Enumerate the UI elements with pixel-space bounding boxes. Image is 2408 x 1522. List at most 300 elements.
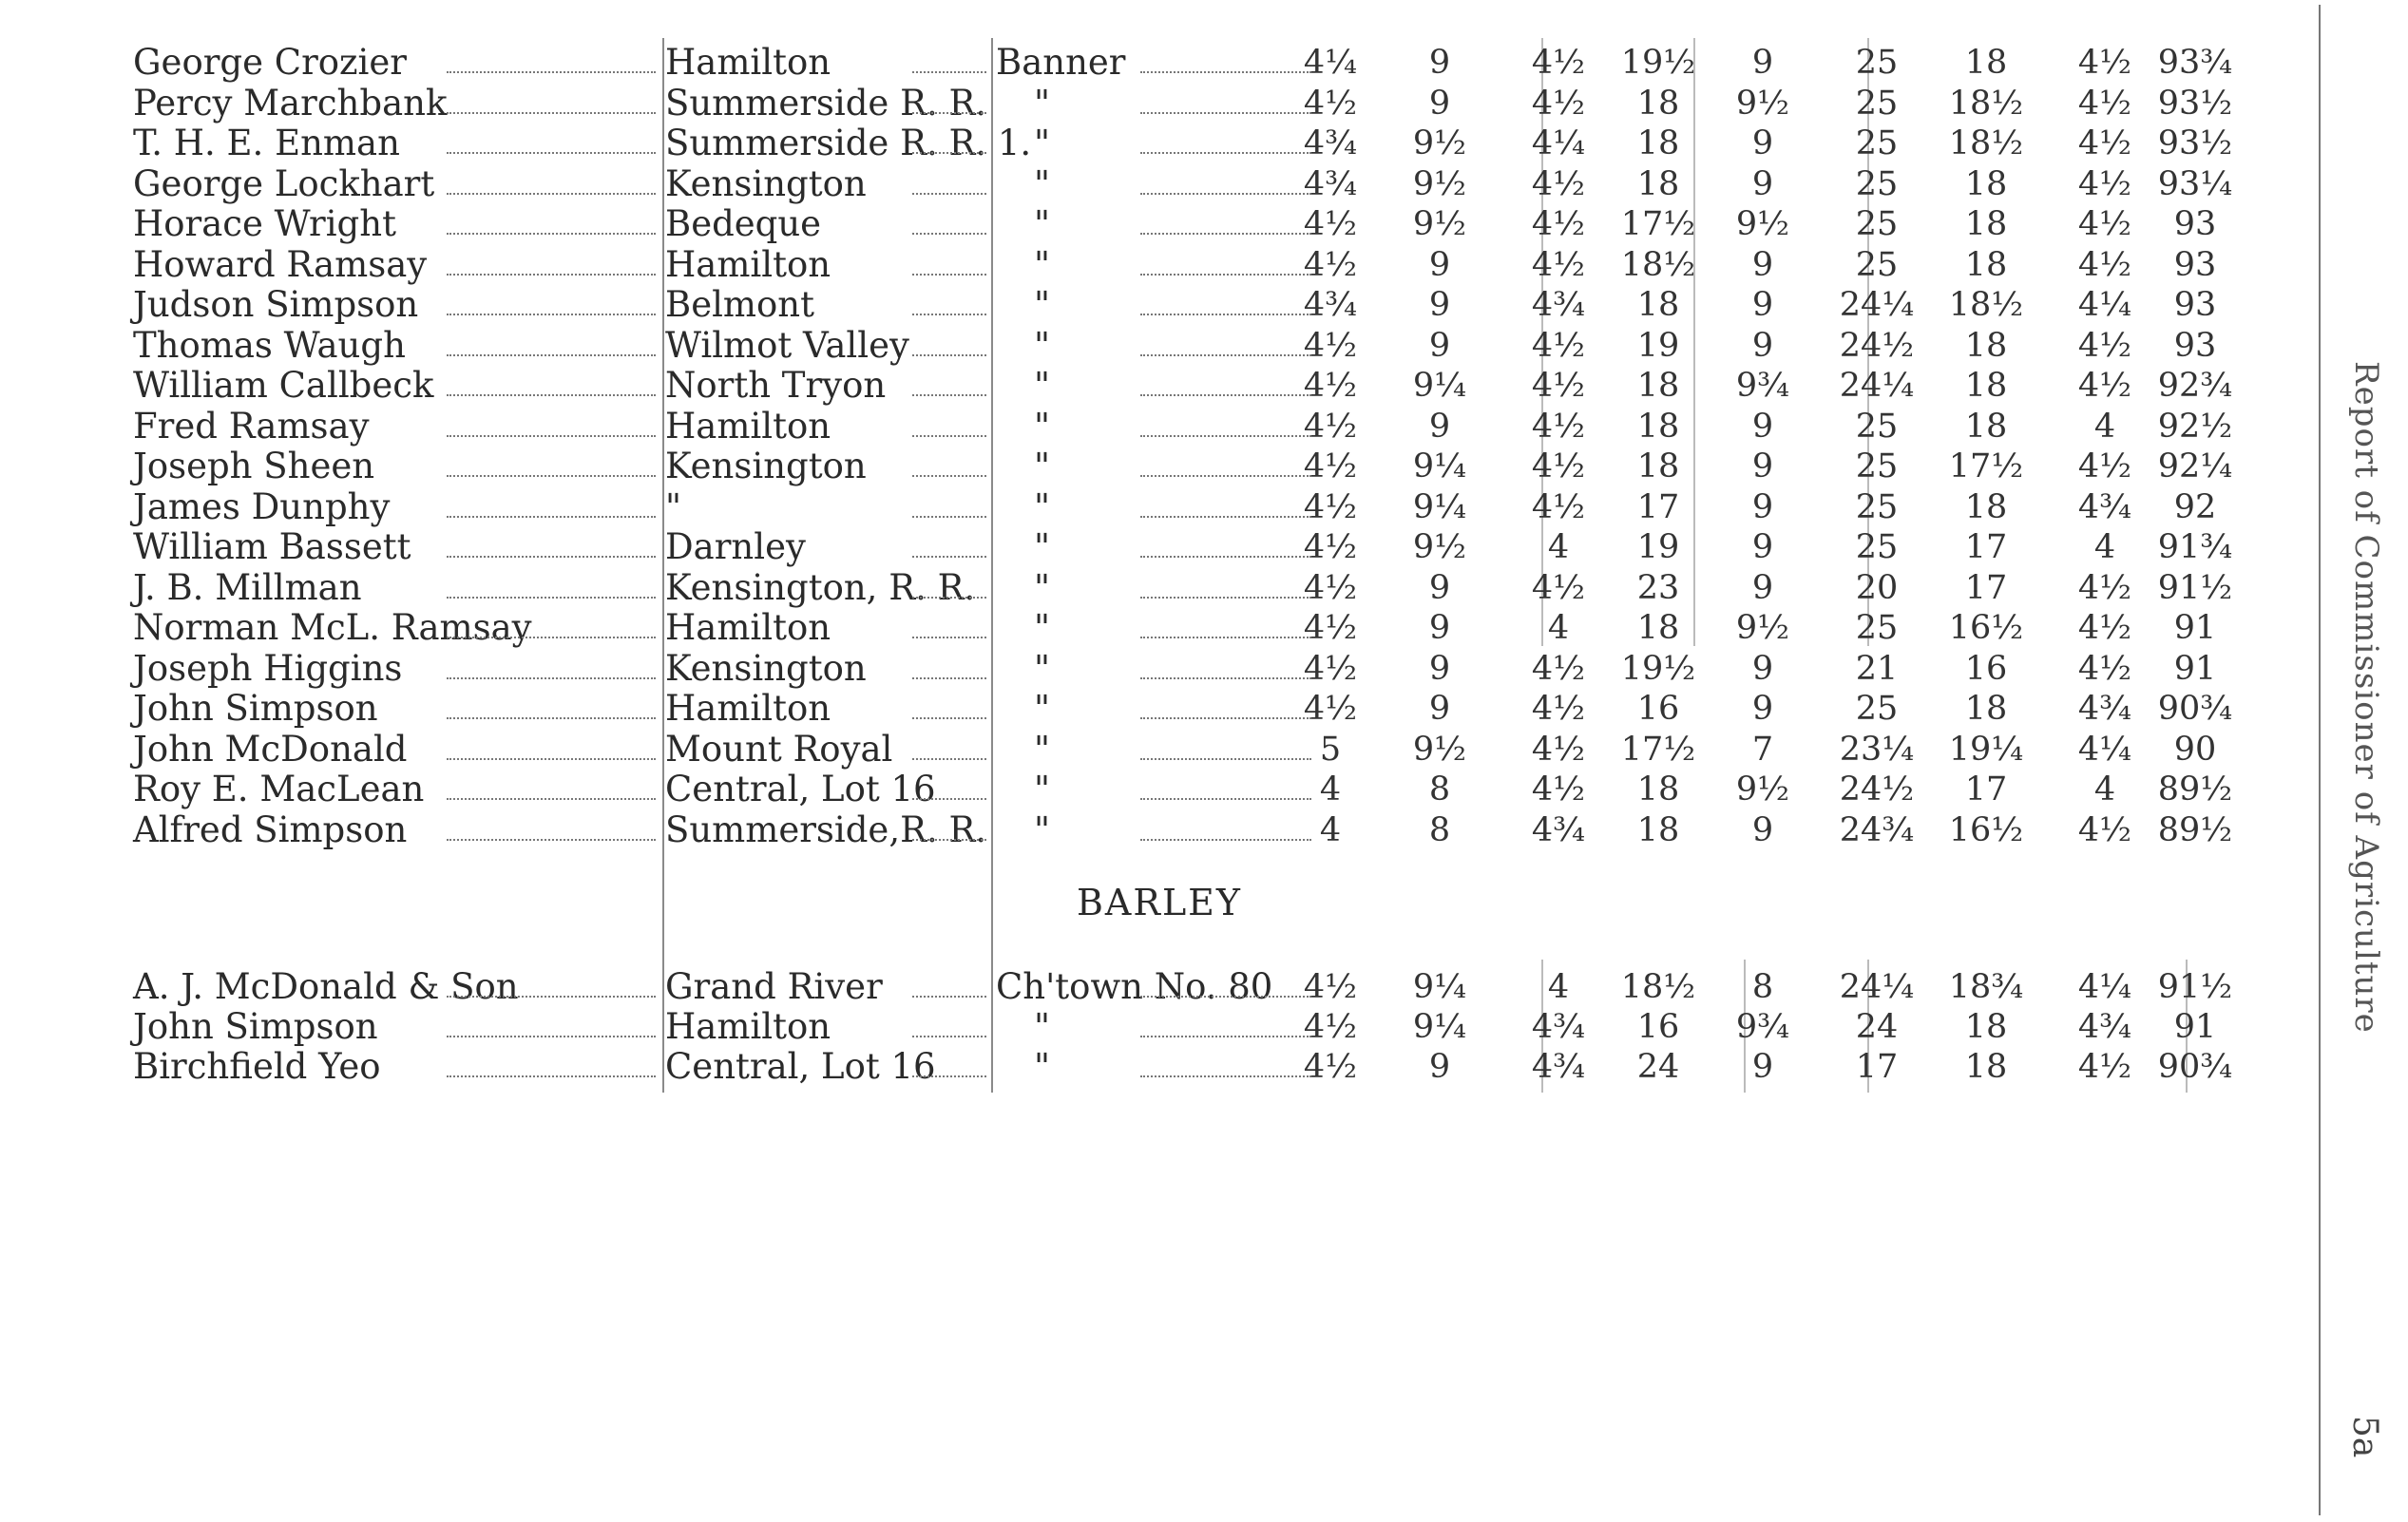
table-row: [0, 568, 2338, 608]
score-cell: 4½: [2077, 44, 2132, 82]
leader-dots: [912, 233, 986, 235]
score-cell: 9: [1751, 164, 1774, 203]
score-cell: 9½: [1412, 164, 1467, 203]
score-cell: 18: [1964, 690, 2008, 728]
score-cell: 24¼: [1839, 968, 1915, 1006]
table-row: [0, 1007, 2338, 1047]
score-cell: 4½: [2077, 205, 2132, 243]
leader-dots: [447, 193, 656, 195]
score-cell: 17½: [1620, 730, 1696, 769]
score-cell: 24¼: [1839, 367, 1915, 405]
leader-dots: [447, 314, 656, 315]
score-cell: 4½: [1303, 447, 1358, 485]
table-row: [0, 245, 2338, 285]
score-cell: 8: [1751, 968, 1774, 1006]
score-cell: 4½: [1531, 568, 1586, 607]
score-cell: 4½: [1531, 690, 1586, 728]
leader-dots: [447, 597, 656, 599]
exhibitor-name: Percy Marchbank: [133, 82, 448, 124]
exhibitor-location: Central, Lot 16: [665, 769, 936, 809]
score-cell: 90¾: [2157, 1048, 2233, 1086]
table-row: [0, 810, 2338, 850]
score-cell: 17: [1964, 771, 2008, 809]
score-cell: 9: [1751, 407, 1774, 446]
score-cell: 9: [1751, 690, 1774, 728]
score-cell: 9¼: [1412, 968, 1467, 1006]
score-cell: 9½: [1735, 205, 1790, 243]
score-cell: 93½: [2157, 84, 2233, 123]
leader-dots: [912, 435, 986, 437]
score-cell: 16: [1964, 649, 2008, 688]
score-cell: 17: [1855, 1048, 1899, 1086]
score-cell: 24: [1636, 1048, 1680, 1086]
score-cell: 4½: [2077, 810, 2132, 849]
variety: Ch'town No. 80: [996, 966, 1273, 1007]
table-row: [0, 770, 2338, 809]
score-cell: 4½: [1303, 649, 1358, 688]
score-cell: 19½: [1620, 44, 1696, 82]
score-cell: 25: [1855, 447, 1899, 485]
exhibitor-location: Wilmot Valley: [665, 324, 909, 366]
score-cell: 4½: [2077, 326, 2132, 365]
running-title: Report of Commissioner of Agriculture: [2347, 361, 2385, 1034]
score-cell: 9¾: [1735, 1008, 1790, 1046]
score-cell: 4½: [2077, 245, 2132, 284]
exhibitor-location: Kensington: [665, 162, 867, 204]
score-cell: 8: [1428, 771, 1451, 809]
exhibitor-location: Mount Royal: [665, 728, 893, 770]
score-cell: 9¼: [1412, 487, 1467, 526]
score-cell: 9: [1751, 44, 1774, 82]
exhibitor-location: Central, Lot 16: [665, 1046, 936, 1087]
score-cell: 4½: [1303, 407, 1358, 446]
variety: ": [1034, 82, 1051, 124]
score-cell: 4½: [1531, 649, 1586, 688]
score-cell: 18½: [1620, 245, 1696, 284]
table-row: [0, 447, 2338, 486]
score-cell: 92: [2173, 487, 2217, 526]
score-cell: 4¾: [2077, 1008, 2132, 1046]
score-cell: 9: [1428, 568, 1451, 607]
score-cell: 92¾: [2157, 367, 2233, 405]
score-cell: 18: [1964, 245, 2008, 284]
score-cell: 24¼: [1839, 286, 1915, 324]
variety: ": [1034, 324, 1051, 366]
exhibitor-name: George Crozier: [133, 42, 407, 83]
score-cell: 91½: [2157, 568, 2233, 607]
exhibitor-name: Joseph Higgins: [133, 647, 403, 689]
score-cell: 18: [1636, 407, 1680, 446]
score-cell: 9: [1751, 286, 1774, 324]
variety: Banner: [996, 42, 1126, 83]
exhibitor-location: Kensington, R. R.: [665, 566, 976, 608]
exhibitor-location: Grand River: [665, 966, 883, 1007]
leader-dots: [447, 112, 656, 114]
score-cell: 9¼: [1412, 447, 1467, 485]
score-cell: 4½: [1531, 771, 1586, 809]
score-cell: 4½: [1531, 245, 1586, 284]
score-cell: 18: [1964, 367, 2008, 405]
score-cell: 19¼: [1948, 730, 2024, 769]
score-cell: 18½: [1948, 84, 2024, 123]
score-cell: 18: [1636, 771, 1680, 809]
score-cell: 17½: [1948, 447, 2024, 485]
score-cell: 18: [1636, 286, 1680, 324]
table-row: [0, 366, 2338, 406]
score-cell: 18: [1964, 44, 2008, 82]
leader-dots: [447, 1075, 656, 1077]
score-cell: 25: [1855, 164, 1899, 203]
variety: ": [1034, 243, 1051, 285]
table-row: [0, 608, 2338, 648]
score-cell: 4¾: [1303, 164, 1358, 203]
exhibitor-name: Joseph Sheen: [133, 446, 375, 486]
score-cell: 19: [1636, 528, 1680, 566]
score-cell: 18½: [1620, 968, 1696, 1006]
score-cell: 4¾: [1531, 810, 1586, 849]
score-cell: 9: [1428, 84, 1451, 123]
page-edge-rule: [2319, 5, 2321, 1515]
score-cell: 4½: [1303, 245, 1358, 284]
score-cell: 18: [1964, 164, 2008, 203]
variety: ": [1034, 1006, 1051, 1047]
leader-dots: [447, 475, 656, 477]
score-cell: 4¾: [1531, 286, 1586, 324]
score-cell: 4: [1547, 528, 1570, 566]
score-cell: 9: [1751, 326, 1774, 365]
score-cell: 18: [1964, 326, 2008, 365]
variety: ": [1034, 284, 1051, 325]
score-cell: 17½: [1620, 205, 1696, 243]
score-cell: 4½: [1303, 326, 1358, 365]
table-row: [0, 84, 2338, 124]
score-cell: 17: [1964, 568, 2008, 607]
score-cell: 4½: [2077, 447, 2132, 485]
score-cell: 9: [1428, 690, 1451, 728]
score-cell: 9: [1428, 286, 1451, 324]
score-cell: 4½: [2077, 164, 2132, 203]
table-row: [0, 1047, 2338, 1087]
score-cell: 18: [1636, 164, 1680, 203]
score-cell: 25: [1855, 487, 1899, 526]
table-row: [0, 285, 2338, 325]
score-cell: 25: [1855, 245, 1899, 284]
score-cell: 9¼: [1412, 1008, 1467, 1046]
exhibitor-location: Hamilton: [665, 405, 831, 447]
leader-dots: [447, 435, 656, 437]
score-cell: 18: [1636, 609, 1680, 647]
score-cell: 9: [1751, 528, 1774, 566]
score-cell: 18: [1636, 447, 1680, 485]
leader-dots: [447, 152, 656, 154]
leader-dots: [447, 233, 656, 235]
score-cell: 4¾: [1303, 124, 1358, 162]
score-cell: 9¼: [1412, 367, 1467, 405]
score-cell: 4¾: [1303, 286, 1358, 324]
score-cell: 4½: [2077, 124, 2132, 162]
table-row: [0, 730, 2338, 770]
score-cell: 9: [1428, 649, 1451, 688]
score-cell: 24½: [1839, 771, 1915, 809]
score-cell: 4¾: [1531, 1008, 1586, 1046]
score-cell: 4½: [1531, 487, 1586, 526]
score-cell: 4¾: [2077, 487, 2132, 526]
score-cell: 23: [1636, 568, 1680, 607]
score-cell: 25: [1855, 44, 1899, 82]
table-row: [0, 649, 2338, 689]
score-cell: 4: [2093, 771, 2116, 809]
table-row: [0, 487, 2338, 527]
score-cell: 9: [1751, 810, 1774, 849]
table-row: [0, 164, 2338, 204]
score-cell: 25: [1855, 528, 1899, 566]
score-cell: 4¼: [1303, 44, 1358, 82]
variety: ": [1034, 203, 1051, 244]
exhibitor-location: North Tryon: [665, 365, 887, 406]
score-cell: 18: [1964, 487, 2008, 526]
score-cell: 16½: [1948, 810, 2024, 849]
score-cell: 9: [1751, 245, 1774, 284]
score-cell: 19: [1636, 326, 1680, 365]
variety: ": [1034, 647, 1051, 689]
score-cell: 18: [1964, 1048, 2008, 1086]
score-cell: 4½: [1531, 730, 1586, 769]
score-cell: 4½: [1303, 367, 1358, 405]
variety: ": [1034, 1046, 1051, 1087]
leader-dots: [912, 597, 986, 599]
score-cell: 25: [1855, 407, 1899, 446]
score-cell: 4½: [1303, 487, 1358, 526]
exhibitor-name: Fred Ramsay: [133, 405, 370, 447]
variety: ": [1034, 607, 1051, 648]
score-cell: 9½: [1412, 730, 1467, 769]
score-cell: 9: [1428, 44, 1451, 82]
table-row: [0, 326, 2338, 366]
score-cell: 91: [2173, 1008, 2217, 1046]
exhibitor-name: Alfred Simpson: [133, 809, 408, 850]
table-row: [0, 527, 2338, 567]
leader-dots: [447, 556, 656, 558]
score-cell: 4½: [1303, 568, 1358, 607]
score-cell: 9¾: [1735, 367, 1790, 405]
variety: ": [1034, 365, 1051, 406]
score-cell: 4: [2093, 528, 2116, 566]
exhibitor-name: J. B. Millman: [133, 566, 362, 608]
exhibitor-location: Hamilton: [665, 1006, 831, 1047]
score-cell: 4: [2093, 407, 2116, 446]
page-number: 5a: [2345, 1416, 2384, 1458]
variety: ": [1034, 809, 1051, 850]
score-cell: 24½: [1839, 326, 1915, 365]
leader-dots: [447, 996, 656, 998]
score-cell: 4: [1319, 771, 1342, 809]
table-row: [0, 204, 2338, 244]
score-cell: 25: [1855, 124, 1899, 162]
leader-dots: [912, 798, 986, 800]
score-cell: 4¼: [2077, 286, 2132, 324]
leader-dots: [912, 637, 986, 638]
exhibitor-name: John Simpson: [133, 688, 378, 729]
variety: ": [1034, 123, 1051, 163]
variety: ": [1034, 566, 1051, 608]
exhibitor-location: Belmont: [665, 284, 814, 325]
leader-dots: [447, 839, 656, 841]
exhibitor-location: Bedeque: [665, 203, 822, 244]
leader-dots: [912, 1075, 986, 1077]
score-cell: 93: [2173, 245, 2217, 284]
exhibitor-location: Hamilton: [665, 42, 831, 83]
exhibitor-name: William Callbeck: [133, 365, 434, 406]
score-cell: 4¾: [1531, 1048, 1586, 1086]
score-cell: 4½: [1531, 84, 1586, 123]
score-cell: 9½: [1735, 771, 1790, 809]
score-cell: 4½: [1531, 164, 1586, 203]
score-cell: 91: [2173, 609, 2217, 647]
table-row: [0, 407, 2338, 447]
score-cell: 92½: [2157, 407, 2233, 446]
score-cell: 9½: [1735, 609, 1790, 647]
score-cell: 18½: [1948, 286, 2024, 324]
score-cell: 9: [1428, 1048, 1451, 1086]
exhibitor-location: Summerside R. R. 1.: [665, 123, 1032, 163]
score-cell: 93: [2173, 326, 2217, 365]
score-cell: 16: [1636, 1008, 1680, 1046]
leader-dots: [912, 314, 986, 315]
score-cell: 9: [1751, 124, 1774, 162]
score-cell: 4½: [1303, 609, 1358, 647]
score-cell: 90: [2173, 730, 2217, 769]
exhibitor-name: Norman McL. Ramsay: [133, 607, 532, 648]
score-cell: 93: [2173, 286, 2217, 324]
leader-dots: [447, 516, 656, 518]
score-cell: 18: [1964, 407, 2008, 446]
score-cell: 4½: [1303, 1048, 1358, 1086]
score-cell: 18: [1964, 1008, 2008, 1046]
score-cell: 4½: [2077, 84, 2132, 123]
leader-dots: [447, 758, 656, 760]
score-cell: 4¼: [1531, 124, 1586, 162]
score-cell: 17: [1636, 487, 1680, 526]
score-cell: 18: [1636, 810, 1680, 849]
table-row: [0, 967, 2338, 1007]
variety: ": [1034, 162, 1051, 204]
variety: ": [1034, 485, 1051, 527]
leader-dots: [912, 112, 986, 114]
score-cell: 4½: [1531, 447, 1586, 485]
score-cell: 9½: [1735, 84, 1790, 123]
leader-dots: [447, 274, 656, 276]
variety: ": [1034, 688, 1051, 729]
exhibitor-name: A. J. McDonald & Son: [133, 966, 519, 1007]
score-cell: 9½: [1412, 124, 1467, 162]
score-cell: 18: [1636, 367, 1680, 405]
leader-dots: [912, 996, 986, 998]
variety: ": [1034, 769, 1051, 809]
table-row: [0, 43, 2338, 83]
variety: ": [1034, 405, 1051, 447]
exhibitor-name: John Simpson: [133, 1006, 378, 1047]
score-cell: 4½: [1303, 968, 1358, 1006]
variety: ": [1034, 526, 1051, 567]
score-cell: 4½: [1303, 1008, 1358, 1046]
leader-dots: [447, 394, 656, 396]
leader-dots: [912, 193, 986, 195]
leader-dots: [447, 717, 656, 719]
exhibitor-name: Thomas Waugh: [133, 324, 406, 366]
score-cell: 9½: [1412, 205, 1467, 243]
score-cell: 18: [1636, 84, 1680, 123]
score-cell: 18: [1636, 124, 1680, 162]
exhibitor-location: Hamilton: [665, 243, 831, 285]
score-cell: 9: [1428, 326, 1451, 365]
score-cell: 90¾: [2157, 690, 2233, 728]
score-cell: 4: [1319, 810, 1342, 849]
score-cell: 9: [1751, 568, 1774, 607]
score-cell: 9: [1428, 609, 1451, 647]
leader-dots: [447, 798, 656, 800]
exhibitor-location: Summerside,R. R.: [665, 809, 987, 850]
score-cell: 4½: [1303, 690, 1358, 728]
score-cell: 9: [1751, 1048, 1774, 1086]
leader-dots: [912, 839, 986, 841]
score-cell: 24¾: [1839, 810, 1915, 849]
score-cell: 19½: [1620, 649, 1696, 688]
score-cell: 93: [2173, 205, 2217, 243]
table-row: [0, 124, 2338, 163]
score-cell: 16½: [1948, 609, 2024, 647]
score-cell: 4¼: [2077, 968, 2132, 1006]
score-cell: 91: [2173, 649, 2217, 688]
leader-dots: [447, 354, 656, 356]
score-cell: 4½: [2077, 609, 2132, 647]
score-cell: 4¼: [2077, 730, 2132, 769]
score-cell: 23¼: [1839, 730, 1915, 769]
score-cell: 24: [1855, 1008, 1899, 1046]
leader-dots: [447, 71, 656, 73]
exhibitor-location: Darnley: [665, 526, 806, 567]
score-cell: 4¾: [2077, 690, 2132, 728]
exhibitor-name: Birchfield Yeo: [133, 1046, 381, 1087]
score-cell: 20: [1855, 568, 1899, 607]
score-cell: 4½: [2077, 649, 2132, 688]
score-cell: 18¾: [1948, 968, 2024, 1006]
score-cell: 91½: [2157, 968, 2233, 1006]
leader-dots: [912, 394, 986, 396]
score-cell: 4½: [1531, 326, 1586, 365]
variety: ": [1034, 728, 1051, 770]
score-cell: 93½: [2157, 124, 2233, 162]
exhibitor-location: Hamilton: [665, 688, 831, 729]
section-title-barley: BARLEY: [1076, 882, 1243, 923]
leader-dots: [912, 475, 986, 477]
leader-dots: [912, 354, 986, 356]
exhibitor-location: ": [665, 485, 682, 527]
leader-dots: [912, 152, 986, 154]
leader-dots: [912, 758, 986, 760]
leader-dots: [912, 274, 986, 276]
score-cell: 8: [1428, 810, 1451, 849]
exhibitor-name: James Dunphy: [133, 485, 391, 527]
leader-dots: [447, 677, 656, 679]
score-cell: 4: [1547, 968, 1570, 1006]
exhibitor-name: Howard Ramsay: [133, 243, 428, 285]
score-cell: 4½: [1303, 84, 1358, 123]
leader-dots: [912, 717, 986, 719]
score-cell: 4½: [1531, 44, 1586, 82]
score-cell: 5: [1319, 730, 1342, 769]
exhibitor-name: Roy E. MacLean: [133, 769, 425, 809]
score-cell: 89½: [2157, 810, 2233, 849]
